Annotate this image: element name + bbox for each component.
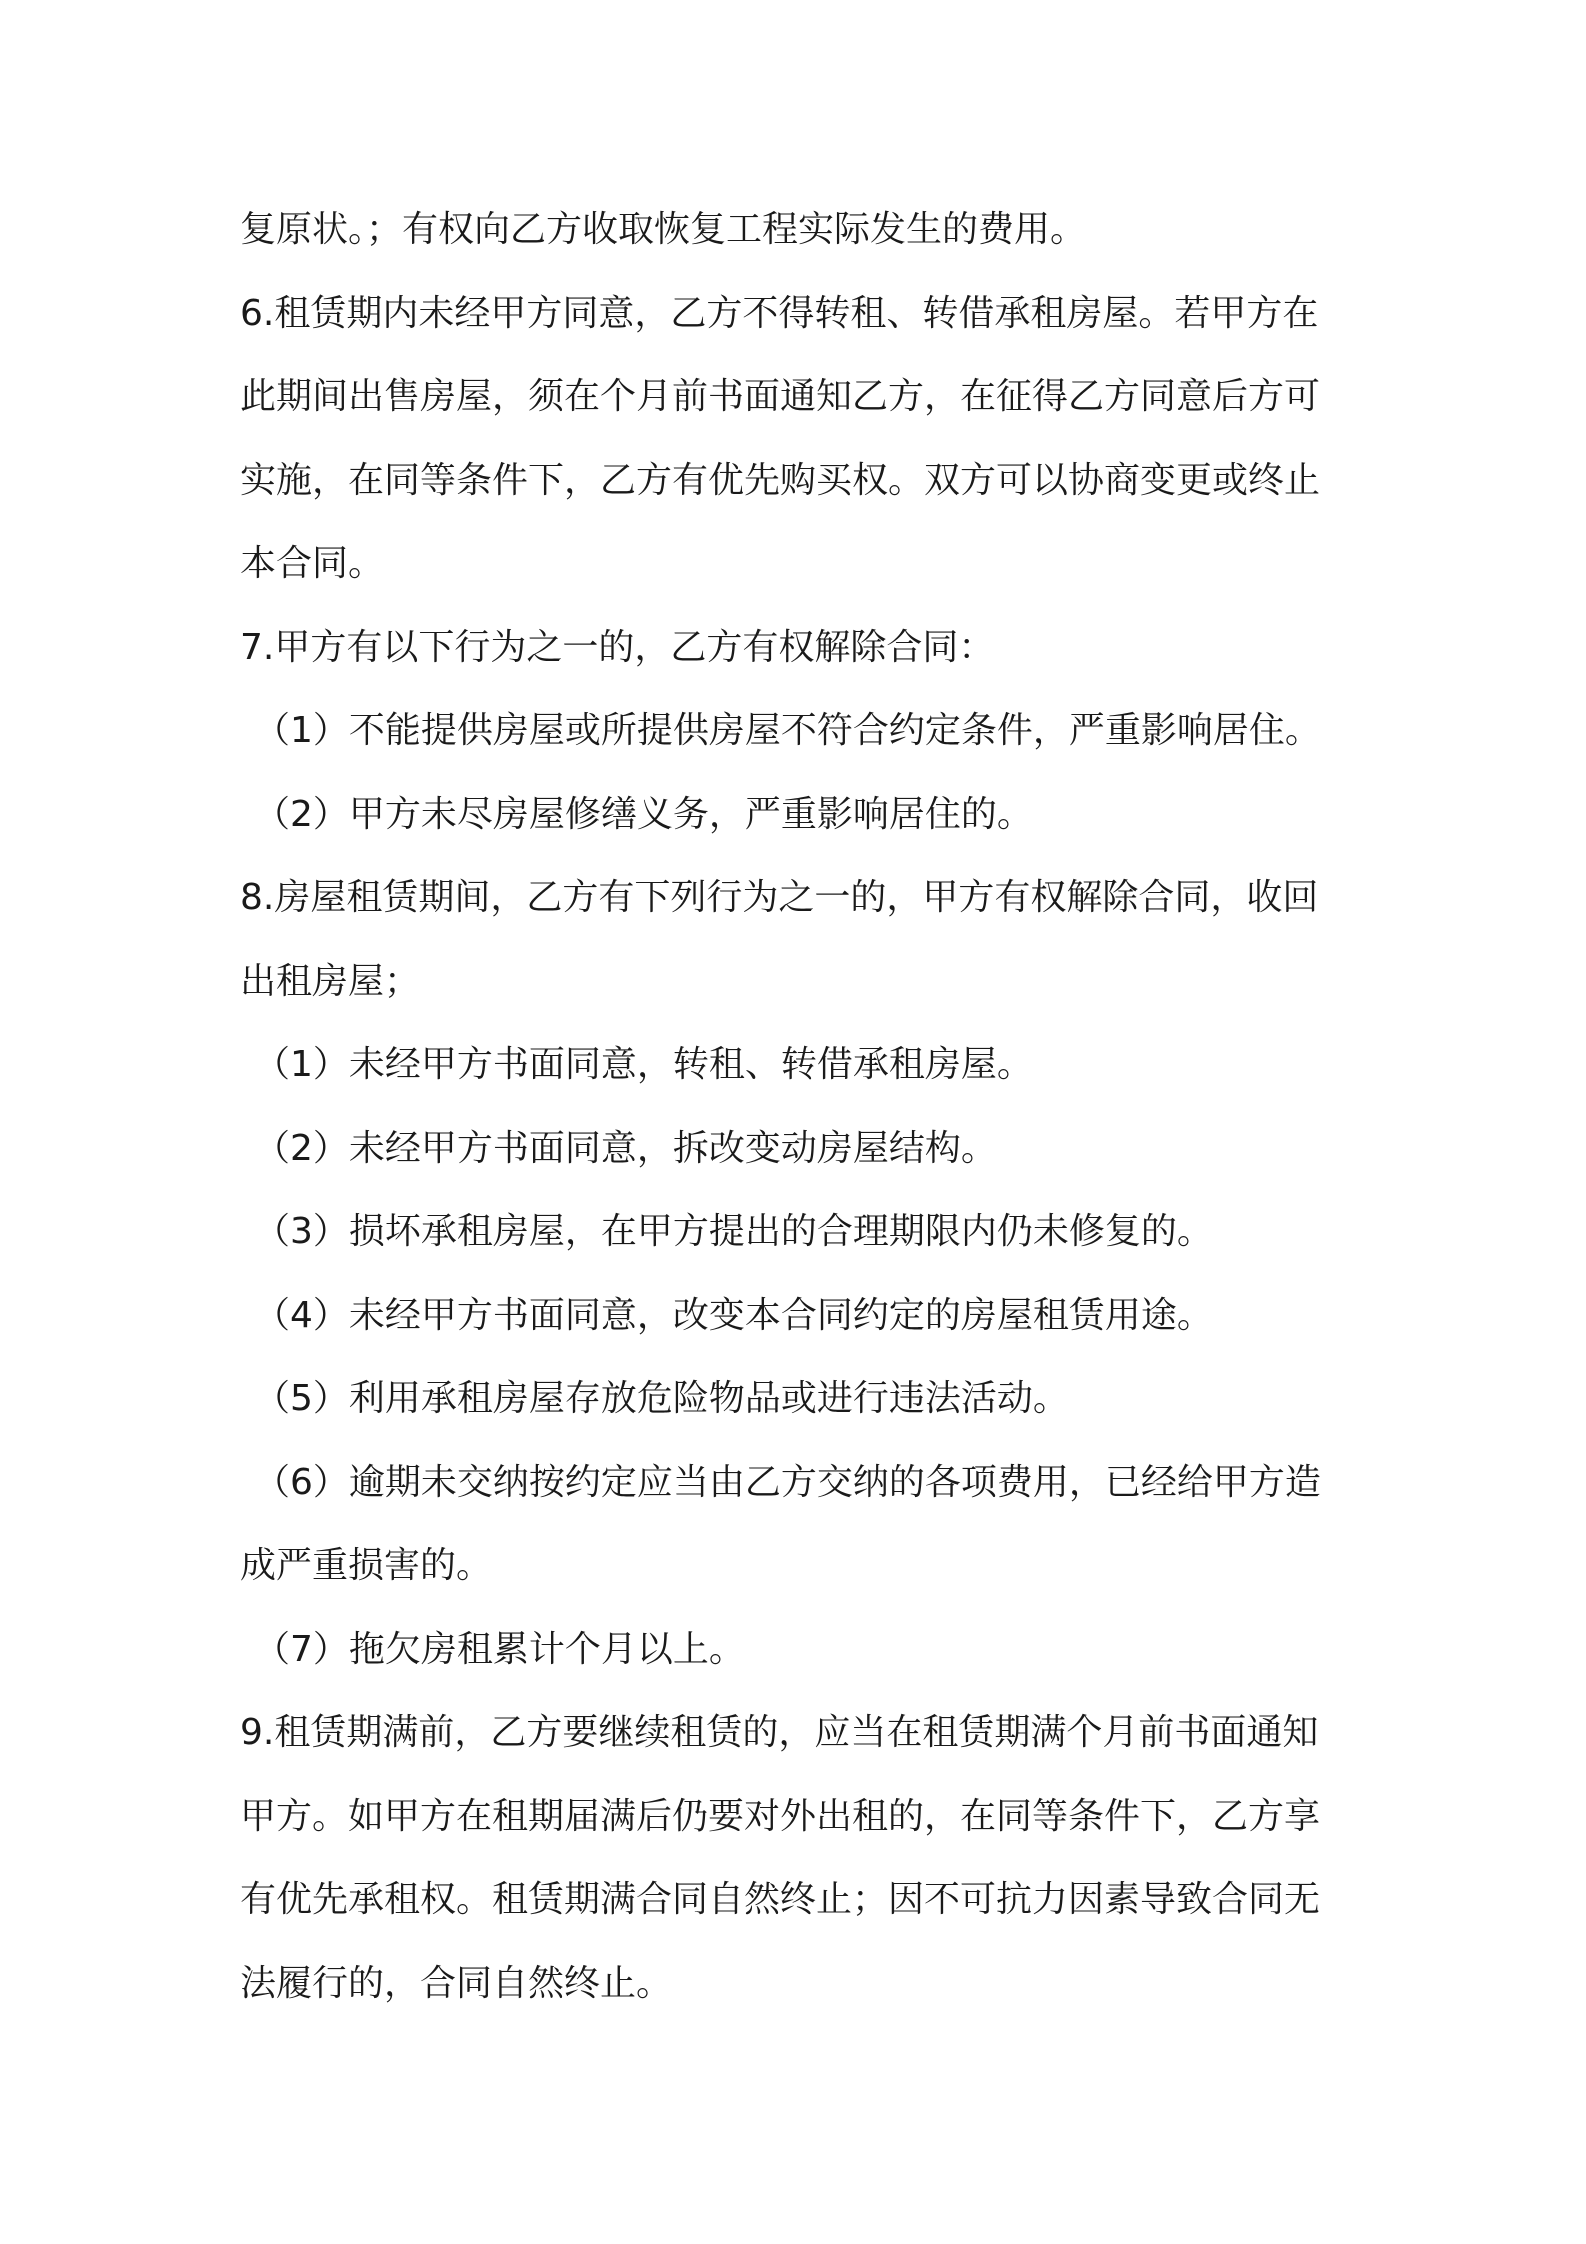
clause-subitem-line: （2）甲方未尽房屋修缮义务，严重影响居住的。 [254, 793, 1033, 835]
clause-subitem-line: （1）未经甲方书面同意，转租、转借承租房屋。 [254, 1044, 1033, 1085]
clause-subitem-line: （3）损坏承租房屋，在甲方提出的合理期限内仍未修复的。 [254, 1211, 1213, 1252]
clause-text-line: 实施，在同等条件下，乙方有优先购买权。双方可以协商变更或终止 [240, 459, 1321, 501]
clause-text-line: 7.甲方有以下行为之一的，乙方有权解除合同： [240, 626, 995, 668]
clause-text-line: 8.房屋租赁期间，乙方有下列行为之一的，甲方有权解除合同，收回 [240, 877, 1319, 918]
clause-subitem-line: （7）拖欠房租累计个月以上。 [254, 1628, 745, 1670]
contract-text [240, 188, 1360, 2025]
clause-text-line: 甲方。如甲方在租期届满后仍要对外出租的，在同等条件下，乙方享 [240, 1795, 1321, 1837]
clause-text-line: 6.租赁期内未经甲方同意，乙方不得转租、转借承租房屋。若甲方在 [240, 292, 1319, 334]
clause-text-line: 复原状。；有权向乙方收取恢复工程实际发生的费用。 [240, 209, 1087, 250]
clause-text-line: 有优先承租权。租赁期满合同自然终止；因不可抗力因素导致合同无 [240, 1879, 1321, 1920]
clause-subitem-line: （4）未经甲方书面同意，改变本合同约定的房屋租赁用途。 [254, 1294, 1213, 1336]
clause-subitem-line: （5）利用承租房屋存放危险物品或进行违法活动。 [254, 1378, 1069, 1419]
clause-text-line: 9.租赁期满前，乙方要继续租赁的，应当在租赁期满个月前书面通知 [240, 1712, 1319, 1753]
clause-subitem-line: （1）不能提供房屋或所提供房屋不符合约定条件，严重影响居住。 [254, 710, 1321, 751]
clause-subitem-line: （2）未经甲方书面同意，拆改变动房屋结构。 [254, 1127, 997, 1169]
clause-text-line: 此期间出售房屋，须在个月前书面通知乙方，在征得乙方同意后方可 [240, 376, 1321, 417]
clause-text-line: 成严重损害的。 [240, 1545, 493, 1586]
clause-subitem-line: （6）逾期未交纳按约定应当由乙方交纳的各项费用，已经给甲方造 [254, 1461, 1321, 1503]
clause-text-line: 法履行的，合同自然终止。 [240, 1962, 673, 2004]
clause-text-line: 本合同。 [240, 543, 385, 584]
clause-text-line: 出租房屋； [240, 960, 421, 1002]
